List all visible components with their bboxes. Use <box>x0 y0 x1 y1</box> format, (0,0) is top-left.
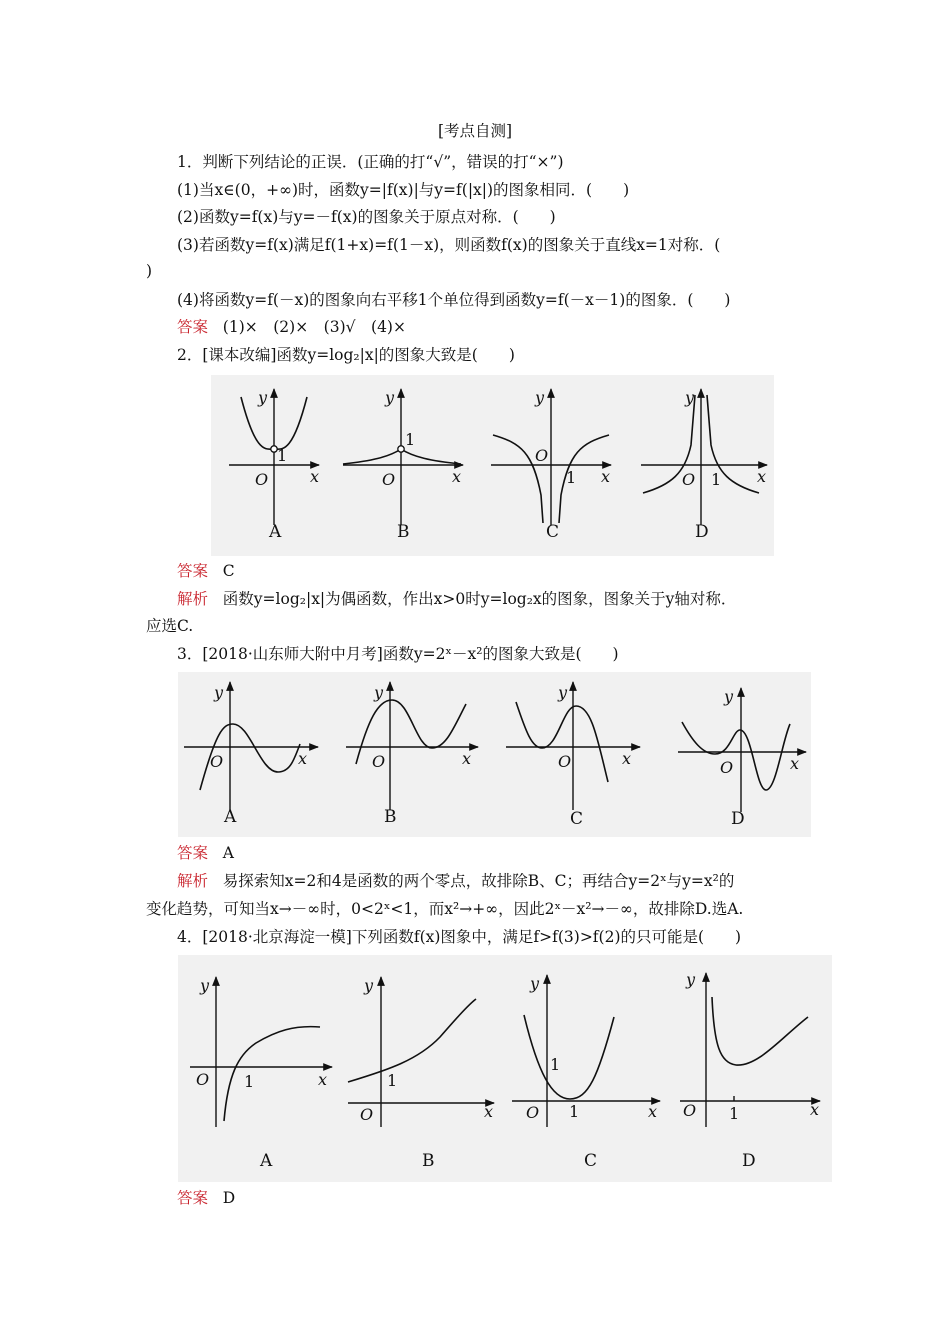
one-label: 1 <box>566 468 577 487</box>
q2-stem: 2．[课本改编]函数y=log₂|x|的图象大致是( ) <box>177 346 515 364</box>
q1-answer <box>177 317 406 337</box>
x-label: x <box>757 467 767 486</box>
x-label: x <box>622 749 632 768</box>
one-label: 1 <box>277 446 288 465</box>
q4-stem: 4．[2018·北京海淀一模]下列函数f(x)图象中，满足f>f(3)>f(2)的只可能是( ) <box>177 928 742 946</box>
q2-figure <box>211 375 774 556</box>
q2-answer <box>177 561 235 581</box>
q3-graph-c <box>506 682 640 829</box>
option-c: C <box>570 809 584 829</box>
y-label: y <box>200 976 210 995</box>
q1-item-4: (4)将函数y=f(－x)的图象向右平移1个单位得到函数y=f(－x－1)的图象．( ) <box>177 291 731 309</box>
option-a: A <box>260 1151 273 1171</box>
answer-text: C <box>222 562 235 580</box>
q1-item-1: (1)当x∈(0，+∞)时，函数y=|f(x)|与y=f(|x|)的图象相同．( ) <box>177 181 630 199</box>
origin-label: O <box>382 470 396 489</box>
option-a: A <box>224 807 237 827</box>
x-label: x <box>810 1100 820 1119</box>
option-b: B <box>384 807 397 827</box>
q3-graph-b <box>346 682 478 827</box>
q4-graph-c <box>512 974 660 1171</box>
y-label: y <box>535 388 545 407</box>
x-label: x <box>452 467 462 486</box>
one-label: 1 <box>405 430 416 449</box>
q1-stem: 1．判断下列结论的正误．(正确的打“√”，错误的打“×”) <box>177 153 564 171</box>
x-label: x <box>484 1102 494 1121</box>
q3-stem: 3．[2018·山东师大附中月考]函数y=2ˣ－x²的图象大致是( ) <box>177 645 619 663</box>
analysis-text: 易探索知x=2和4是函数的两个零点，故排除B、C；再结合y=2ˣ与y=x²的 <box>222 872 735 890</box>
option-a: A <box>269 522 282 542</box>
q4-figure <box>178 955 832 1182</box>
option-d: D <box>695 522 709 542</box>
one-label: 1 <box>244 1072 255 1091</box>
answer-text: (1)× (2)× (3)√ (4)× <box>222 318 406 336</box>
q3-graph-a <box>184 682 318 827</box>
origin-label: O <box>720 758 734 777</box>
one-label: 1 <box>550 1055 561 1074</box>
q1-item-2: (2)函数y=f(x)与y=－f(x)的图象关于原点对称．( ) <box>177 208 556 226</box>
answer-label: 答案 <box>177 1189 209 1207</box>
q1-item-3-close: ) <box>146 262 153 280</box>
q4-answer <box>177 1188 235 1208</box>
y-label: y <box>686 970 696 989</box>
x-label: x <box>298 749 308 768</box>
one-label: 1 <box>387 1071 398 1090</box>
q4-graph-a <box>190 976 332 1171</box>
option-b: B <box>422 1151 435 1171</box>
origin-label: O <box>558 752 572 771</box>
y-label: y <box>214 683 224 702</box>
q1-item-3: (3)若函数y=f(x)满足f(1+x)=f(1－x)，则函数f(x)的图象关于直线x=1对称．( <box>177 236 721 254</box>
q3-answer <box>177 843 234 863</box>
answer-label: 答案 <box>177 562 209 580</box>
answer-label: 答案 <box>177 844 209 862</box>
q3-graph-d <box>678 687 806 829</box>
origin-label: O <box>196 1070 210 1089</box>
option-d: D <box>731 809 745 829</box>
option-c: C <box>584 1151 598 1171</box>
x-label: x <box>318 1070 328 1089</box>
answer-label: 答案 <box>177 318 209 336</box>
y-label: y <box>724 687 734 706</box>
x-label: x <box>601 467 611 486</box>
q2-graph-b <box>343 388 463 542</box>
x-label: x <box>790 754 800 773</box>
origin-label: O <box>372 752 386 771</box>
one-label: 1 <box>729 1104 740 1123</box>
y-label: y <box>374 683 384 702</box>
option-d: D <box>742 1151 756 1171</box>
y-label: y <box>364 976 374 995</box>
origin-label: O <box>683 1101 697 1120</box>
q3-analysis <box>177 871 734 891</box>
x-label: x <box>648 1102 658 1121</box>
q2-graph-c <box>491 388 611 542</box>
q2-analysis-cont: 应选C. <box>146 617 194 635</box>
answer-text: A <box>222 844 234 862</box>
y-label: y <box>685 388 695 407</box>
origin-label: O <box>682 470 696 489</box>
y-label: y <box>385 388 395 407</box>
x-label: x <box>462 749 472 768</box>
q3-figure <box>178 672 811 837</box>
origin-label: O <box>210 752 224 771</box>
y-label: y <box>530 974 540 993</box>
q4-graph-d <box>680 970 820 1171</box>
y-label: y <box>558 683 568 702</box>
origin-label: O <box>255 470 269 489</box>
section-title: [考点自测] <box>437 122 513 140</box>
one-label: 1 <box>711 470 722 489</box>
origin-label: O <box>535 446 549 465</box>
option-c: C <box>546 522 560 542</box>
q2-graph-a <box>229 388 319 542</box>
analysis-label: 解析 <box>177 590 209 608</box>
q2-graph-d <box>641 388 767 542</box>
q2-analysis <box>177 589 736 609</box>
q3-analysis-cont: 变化趋势，可知当x→－∞时，0<2ˣ<1，而x²→+∞，因此2ˣ－x²→－∞，故排除D.选A. <box>146 900 744 918</box>
x-label: x <box>310 467 320 486</box>
one-label: 1 <box>569 1102 580 1121</box>
analysis-text: 函数y=log₂|x|为偶函数，作出x>0时y=log₂x的图象，图象关于y轴对称． <box>222 590 737 608</box>
origin-label: O <box>360 1105 374 1124</box>
option-b: B <box>397 522 410 542</box>
y-label: y <box>258 388 268 407</box>
answer-text: D <box>222 1189 236 1207</box>
origin-label: O <box>526 1103 540 1122</box>
q4-graph-b <box>348 976 494 1171</box>
analysis-label: 解析 <box>177 872 209 890</box>
